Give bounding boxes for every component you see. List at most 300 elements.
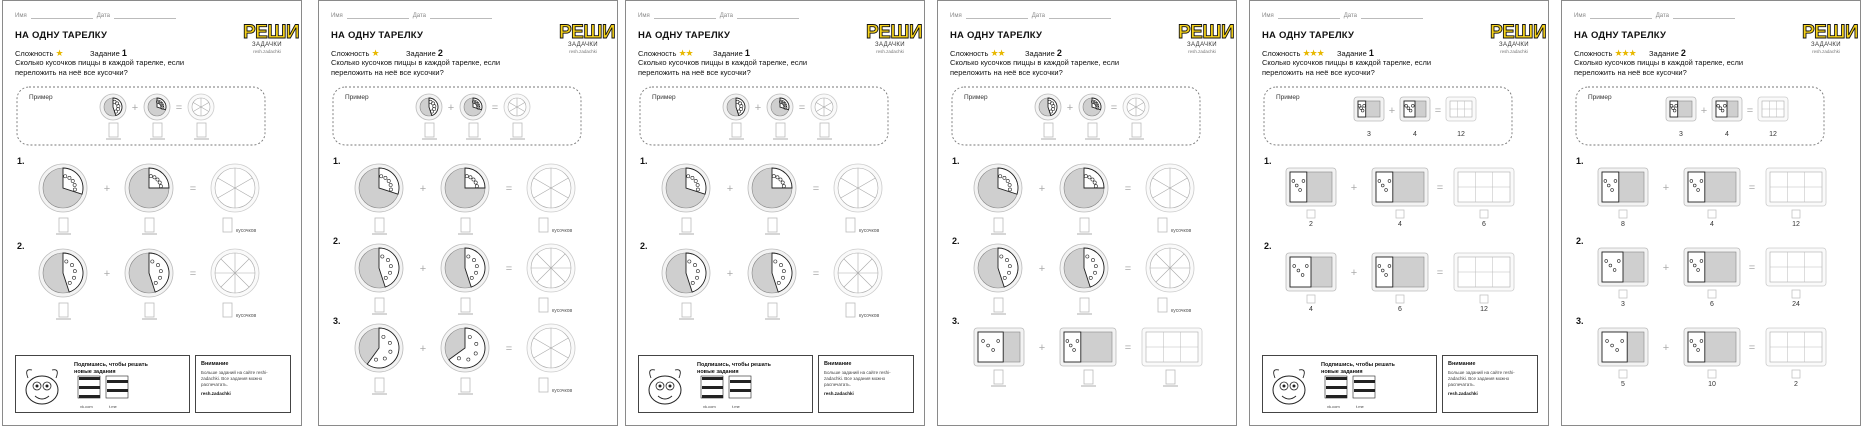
answer-box[interactable] [1163,370,1178,386]
note-heading: Внимание [1448,361,1476,367]
logo-word: РЕШИ [866,22,923,43]
fraction-denominator: 6 [1482,221,1486,228]
equals-sign: = [175,102,183,114]
answer-box[interactable] [1792,290,1800,298]
equals-sign: = [812,183,820,195]
exercise-row [662,164,882,234]
plus-sign: + [1350,182,1358,194]
answer-box[interactable] [1480,210,1488,218]
difficulty-label: Сложность [638,49,677,58]
vk-qr-code[interactable] [1325,376,1347,398]
pizza-plate-2 [125,164,173,212]
logo-word: РЕШИ [1490,22,1547,43]
answer-box[interactable] [1619,370,1627,378]
pizza-plate-1 [1598,248,1648,286]
plus-sign: + [419,183,427,195]
plus-sign: + [726,268,734,280]
equals-sign: = [1110,102,1118,114]
example-answer-box[interactable] [1085,123,1100,139]
example-answer-box[interactable] [106,123,121,139]
date-field[interactable] [737,18,799,19]
date-field[interactable] [1673,18,1735,19]
answer-box[interactable] [1077,298,1092,314]
pizza-plate-2 [125,249,173,297]
fraction-denominator: 6 [1710,301,1714,308]
exercise-number: 1. [952,156,960,166]
exercise-row [1598,168,1826,218]
logo-site: resh.zadachki [253,49,281,54]
worksheet-title: НА ОДНУ ТАРЕЛКУ [1262,30,1355,41]
difficulty-label: Сложность [331,49,370,58]
plus-sign: + [131,102,139,114]
exercise-row [974,164,1194,234]
subscribe-heading: Подпишись, чтобы решать новые задания [697,362,771,375]
name-field[interactable] [654,18,716,19]
footer [1262,355,1538,413]
equals-sign: = [1748,262,1756,274]
equals-sign: = [1434,105,1442,117]
worksheet-title: НА ОДНУ ТАРЕЛКУ [331,30,424,41]
plus-sign: + [103,268,111,280]
difficulty-stars-icon: ★ [55,48,63,58]
fraction-denominator: 12 [1792,221,1800,228]
instruction-text: Сколько кусочков пиццы в каждой тарелке, если переложить на неё все кусочки? [15,58,185,77]
logo-site: resh.zadachki [876,49,904,54]
task-label: Задание [713,49,743,58]
plus-sign: + [1662,182,1670,194]
result-plate [211,249,259,297]
answer-box[interactable] [1708,290,1716,298]
name-date-row [950,13,1115,19]
task-number-value: 2 [1056,48,1062,58]
example-box [640,87,888,145]
answer-box[interactable] [1307,295,1315,303]
worksheet-title: НА ОДНУ ТАРЕЛКУ [638,30,731,41]
example-plate-2 [767,94,793,120]
example-answer-box[interactable] [466,123,481,139]
note-box [1442,355,1538,413]
task-label: Задание [1649,49,1679,58]
date-label: Дата [1655,13,1669,19]
example-result-plate [811,94,837,120]
date-label: Дата [1031,13,1045,19]
exercise-row [974,328,1202,386]
example-box [1576,87,1824,145]
plus-sign: + [1038,342,1046,354]
reshi-logo [1802,22,1859,55]
example-plate-1 [1035,94,1061,120]
worksheet-title: НА ОДНУ ТАРЕЛКУ [950,30,1043,41]
pizza-plate-1 [39,164,87,212]
task-number [406,48,443,58]
telegram-qr-code[interactable] [106,376,128,398]
result-plate [527,164,575,212]
vk-qr-code[interactable] [701,376,723,398]
instruction-text: Сколько кусочков пиццы в каждой тарелке, если переложить на неё все кусочки? [950,58,1120,77]
answer-box[interactable] [765,303,780,319]
exercise-row [39,164,259,234]
answer-box[interactable] [1396,295,1404,303]
answer-box[interactable] [1792,210,1800,218]
answer-box[interactable] [679,303,694,319]
answer-box[interactable] [679,218,694,234]
exercise-row [1598,248,1826,298]
result-plate [1454,168,1514,206]
plus-sign: + [1700,105,1708,117]
example-label: Пример [1276,94,1300,101]
logo-sub: ЗАДАЧКИ [1498,42,1530,48]
example-answer-box[interactable] [422,123,437,139]
answer-box[interactable] [765,218,780,234]
difficulty-label: Сложность [1574,49,1613,58]
date-label: Дата [412,13,426,19]
example-result-plate [188,94,214,120]
pieces-label: кусочков [236,228,257,234]
pizza-plate-2 [1060,328,1116,366]
telegram-label: t.me [109,404,117,409]
plus-sign: + [726,183,734,195]
result-plate [1146,164,1194,212]
fraction-denominator: 2 [1794,381,1798,388]
task-number [1025,48,1062,58]
name-field[interactable] [347,18,409,19]
logo-word: РЕШИ [243,22,300,43]
answer-box[interactable] [1708,210,1716,218]
plus-sign: + [1388,105,1396,117]
example-plate-1 [100,94,126,120]
name-date-row [15,13,180,19]
logo-site: resh.zadachki [1812,49,1840,54]
pizza-plate-1 [355,324,403,372]
example-label: Пример [345,94,369,101]
answer-box[interactable] [1619,210,1627,218]
pizza-plate-1 [1598,328,1648,366]
worksheet-page [937,0,1237,426]
pieces-label: кусочков [859,313,880,319]
name-field[interactable] [966,18,1028,19]
plus-sign: + [447,102,455,114]
fraction-denominator: 10 [1708,381,1716,388]
difficulty-stars-icon: ★★ [990,48,1005,58]
plus-sign: + [1038,263,1046,275]
logo-sub: ЗАДАЧКИ [1186,42,1218,48]
answer-box[interactable] [1077,218,1092,234]
example-box [333,87,581,145]
exercise-row [355,164,575,234]
example-answer-box[interactable] [510,123,525,139]
fraction-denominator: 24 [1792,301,1800,308]
task-number-value: 1 [744,48,750,58]
telegram-qr-code[interactable] [1353,376,1375,398]
example-fraction: 4 [1725,131,1729,138]
answer-box[interactable] [56,303,71,319]
exercise-number: 1. [333,156,341,166]
logo-site: resh.zadachki [1188,49,1216,54]
pizza-plate-2 [441,324,489,372]
fraction-denominator: 6 [1398,306,1402,313]
pizza-plate-1 [355,164,403,212]
instruction-text: Сколько кусочков пиццы в каждой тарелке, если переложить на неё все кусочки? [331,58,501,77]
result-answer-box[interactable] [1158,218,1167,232]
subscribe-heading: Подпишись, чтобы решать новые задания [1321,362,1395,375]
answer-box[interactable] [1081,370,1096,386]
logo-word: РЕШИ [1178,22,1235,43]
difficulty-stars-icon: ★★ [678,48,693,58]
pieces-label: кусочков [859,228,880,234]
fraction-denominator: 4 [1398,221,1402,228]
exercise-row [1598,328,1826,378]
pizza-plate-1 [662,164,710,212]
name-date-row [638,13,803,19]
logo-word: РЕШИ [1802,22,1859,43]
answer-box[interactable] [1396,210,1404,218]
example-fraction: 3 [1367,131,1371,138]
pieces-label: кусочков [552,308,573,314]
plus-sign: + [103,183,111,195]
example-plate-1 [416,94,442,120]
note-site: resh.zadachki [201,391,231,396]
pieces-label: кусочков [236,313,257,319]
plus-sign: + [1350,267,1358,279]
answer-box[interactable] [142,303,157,319]
equals-sign: = [505,263,513,275]
plus-sign: + [1662,342,1670,354]
answer-box[interactable] [56,218,71,234]
subscribe-banner [638,355,813,413]
difficulty-label: Сложность [1262,49,1301,58]
exercise-number: 2. [952,236,960,246]
answer-box[interactable] [1307,210,1315,218]
result-answer-box[interactable] [223,218,232,232]
equals-sign: = [1748,182,1756,194]
footer [15,355,291,413]
pizza-plate-2 [441,244,489,292]
equals-sign: = [1124,263,1132,275]
note-heading: Внимание [824,361,852,367]
exercise-number: 2. [1576,236,1584,246]
fraction-denominator: 12 [1480,306,1488,313]
reshi-logo [243,22,300,55]
equals-sign: = [1124,342,1132,354]
pieces-label: кусочков [552,228,573,234]
reshi-logo [1490,22,1547,55]
subscribe-banner [1262,355,1437,413]
example-label: Пример [1588,94,1612,101]
answer-box[interactable] [458,378,473,394]
logo-sub: ЗАДАЧКИ [567,42,599,48]
result-answer-box[interactable] [846,303,855,317]
difficulty-label: Сложность [15,49,54,58]
example-answer-box[interactable] [194,123,209,139]
pieces-label: кусочков [552,388,573,394]
example-box [17,87,265,145]
answer-box[interactable] [1619,290,1627,298]
logo-site: resh.zadachki [1500,49,1528,54]
result-plate [834,249,882,297]
exercise-row [355,324,575,394]
result-plate [527,324,575,372]
exercise-number: 2. [1264,241,1272,251]
fraction-denominator: 8 [1621,221,1625,228]
task-label: Задание [90,49,120,58]
answer-box[interactable] [991,298,1006,314]
equals-sign: = [505,343,513,355]
fraction-denominator: 3 [1621,301,1625,308]
vk-label: vk.com [1327,404,1340,409]
exercise-row [662,249,882,319]
name-field[interactable] [1278,18,1340,19]
worksheet-page [1249,0,1549,426]
telegram-qr-code[interactable] [729,376,751,398]
result-answer-box[interactable] [846,218,855,232]
answer-box[interactable] [991,370,1006,386]
example-plate-2 [1079,94,1105,120]
result-plate [1766,248,1826,286]
pizza-plate-1 [974,164,1022,212]
pizza-plate-2 [1372,253,1428,291]
exercise-number: 1. [1576,156,1584,166]
date-field[interactable] [1361,18,1423,19]
date-field[interactable] [430,18,492,19]
answer-box[interactable] [372,378,387,394]
example-plate-2 [1712,97,1742,121]
result-answer-box[interactable] [1158,298,1167,312]
example-answer-box[interactable] [729,123,744,139]
pizza-plate-2 [1060,164,1108,212]
task-number [90,48,127,58]
pizza-plate-2 [748,249,796,297]
example-answer-box[interactable] [150,123,165,139]
example-plate-1 [1354,97,1384,121]
example-answer-box[interactable] [1129,123,1144,139]
instruction-text: Сколько кусочков пиццы в каждой тарелке, если переложить на неё все кусочки? [1262,58,1432,77]
exercise-row [355,244,575,314]
task-number-value: 1 [121,48,127,58]
result-answer-box[interactable] [223,303,232,317]
result-answer-box[interactable] [539,298,548,312]
pizza-plate-1 [974,244,1022,292]
example-fraction: 4 [1413,131,1417,138]
example-result-plate [504,94,530,120]
answer-box[interactable] [372,218,387,234]
plus-sign: + [1038,183,1046,195]
date-label: Дата [719,13,733,19]
answer-box[interactable] [458,218,473,234]
note-heading: Внимание [201,361,229,367]
answer-box[interactable] [1480,295,1488,303]
example-label: Пример [652,94,676,101]
note-box [195,355,291,413]
equals-sign: = [1746,105,1754,117]
example-plate-2 [460,94,486,120]
telegram-label: t.me [1356,404,1364,409]
example-answer-box[interactable] [1041,123,1056,139]
pizza-plate-2 [748,164,796,212]
pizza-plate-2 [1684,168,1740,206]
exercise-row [1286,253,1514,303]
pizza-plate-2 [1684,248,1740,286]
pieces-label: кусочков [1171,308,1192,314]
answer-box[interactable] [372,298,387,314]
reshi-logo [866,22,923,55]
fraction-denominator: 4 [1309,306,1313,313]
date-field[interactable] [1049,18,1111,19]
name-label: Имя [1262,13,1274,19]
vk-label: vk.com [80,404,93,409]
plus-sign: + [1662,262,1670,274]
worksheet-page [625,0,925,426]
fraction-denominator: 5 [1621,381,1625,388]
answer-box[interactable] [991,218,1006,234]
pizza-plate-1 [662,249,710,297]
instruction-text: Сколько кусочков пиццы в каждой тарелке, если переложить на неё все кусочки? [638,58,808,77]
difficulty-stars-icon: ★★★ [1614,48,1636,58]
example-label: Пример [964,94,988,101]
example-answer-box[interactable] [773,123,788,139]
difficulty-stars-icon: ★ [371,48,379,58]
example-fraction: 3 [1679,131,1683,138]
exercise-row [1286,168,1514,218]
pizza-plate-1 [1286,168,1336,206]
result-answer-box[interactable] [539,218,548,232]
answer-box[interactable] [1708,370,1716,378]
plus-sign: + [754,102,762,114]
logo-word: РЕШИ [559,22,616,43]
exercise-number: 2. [17,241,25,251]
plus-sign: + [1066,102,1074,114]
name-label: Имя [638,13,650,19]
logo-sub: ЗАДАЧКИ [1810,42,1842,48]
task-number [713,48,750,58]
example-plate-2 [1400,97,1430,121]
result-answer-box[interactable] [539,378,548,392]
footer [638,355,914,413]
name-field[interactable] [31,18,93,19]
pizza-plate-1 [1286,253,1336,291]
example-answer-box[interactable] [817,123,832,139]
pieces-label: кусочков [1171,228,1192,234]
exercise-number: 3. [1576,316,1584,326]
worksheet-title: НА ОДНУ ТАРЕЛКУ [15,30,108,41]
date-field[interactable] [114,18,176,19]
difficulty-stars-icon: ★★★ [1302,48,1324,58]
note-text: Больше заданий на сайте reshi-zadachki. Все задания можно распечатать. [824,370,891,387]
exercise-number: 1. [640,156,648,166]
exercise-number: 3. [952,316,960,326]
answer-box[interactable] [458,298,473,314]
pizza-plate-1 [39,249,87,297]
result-plate [1142,328,1202,366]
worksheet-page [2,0,302,426]
plus-sign: + [419,343,427,355]
result-plate [527,244,575,292]
name-date-row [1262,13,1427,19]
task-number [1649,48,1686,58]
note-box [818,355,914,413]
answer-box[interactable] [142,218,157,234]
name-field[interactable] [1590,18,1652,19]
exercise-row [974,244,1194,314]
subscribe-banner [15,355,190,413]
date-label: Дата [1343,13,1357,19]
equals-sign: = [798,102,806,114]
name-label: Имя [15,13,27,19]
reshi-logo [1178,22,1235,55]
answer-box[interactable] [1792,370,1800,378]
result-plate [1146,244,1194,292]
pizza-plate-2 [1372,168,1428,206]
vk-qr-code[interactable] [78,376,100,398]
